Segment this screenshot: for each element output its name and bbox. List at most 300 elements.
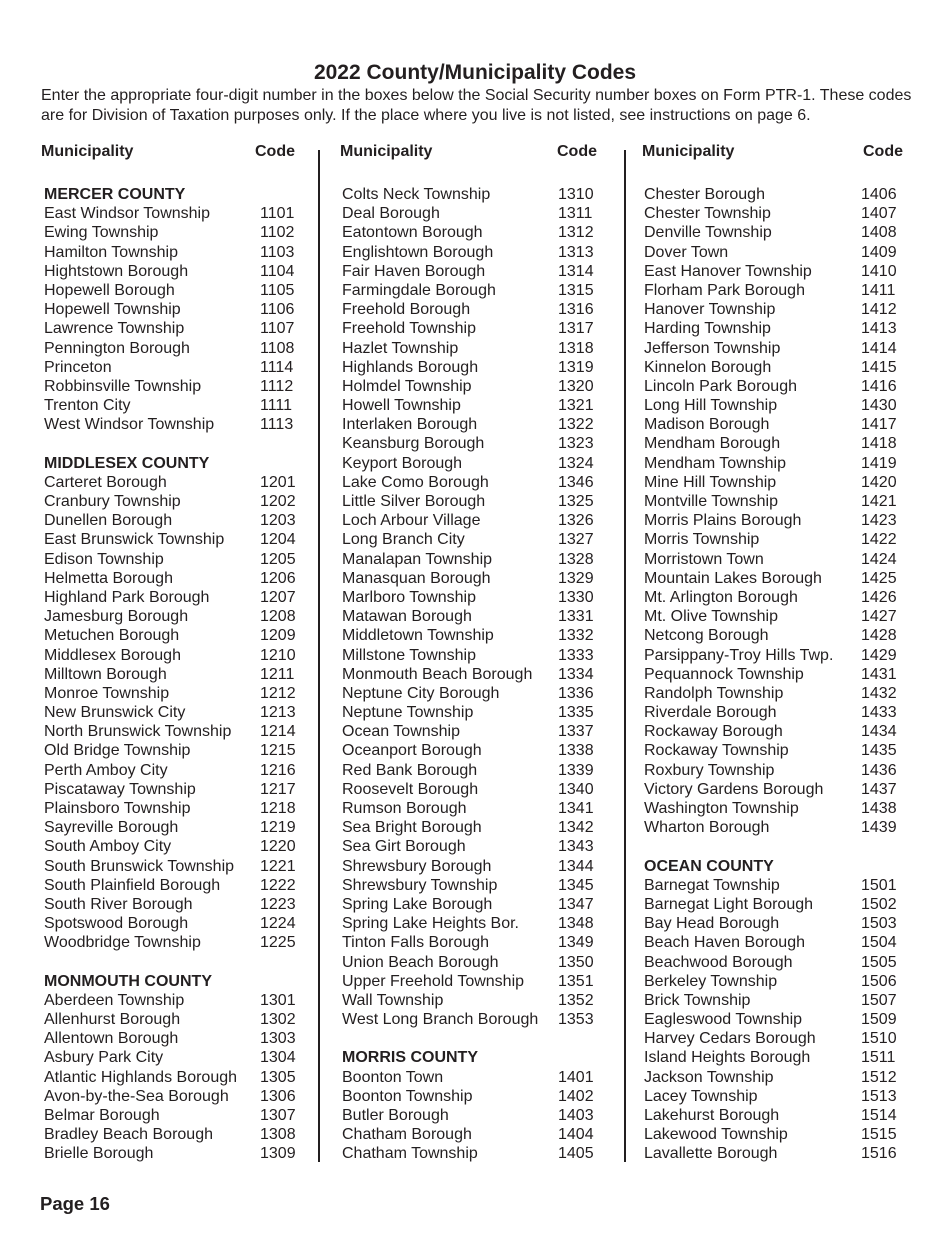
municipality-name: Mendham Township	[644, 454, 787, 472]
municipality-code: 1332	[558, 627, 594, 645]
municipality-row	[340, 204, 603, 223]
municipality-code: 1321	[558, 397, 594, 415]
municipality-code: 1314	[558, 262, 594, 280]
municipality-name: Lavallette Borough	[644, 1145, 778, 1163]
municipality-row	[340, 953, 603, 972]
municipality-name: Highland Park Borough	[44, 588, 210, 606]
municipality-code: 1424	[861, 550, 897, 568]
municipality-name: Howell Township	[342, 397, 461, 415]
municipality-name: Morris Township	[644, 531, 760, 549]
municipality-row	[41, 703, 303, 722]
municipality-row	[340, 626, 603, 645]
municipality-name: Manalapan Township	[342, 550, 493, 568]
municipality-row	[642, 972, 912, 991]
municipality-row	[41, 607, 303, 626]
municipality-code: 1218	[260, 800, 296, 817]
municipality-row	[41, 1106, 303, 1125]
municipality-code: 1301	[260, 991, 296, 1009]
municipality-name: Hamilton Township	[44, 243, 178, 261]
municipality-row	[642, 185, 912, 204]
municipality-name: South River Borough	[44, 895, 193, 913]
municipality-name: Hanover Township	[644, 301, 776, 319]
municipality-code: 1107	[260, 320, 295, 338]
municipality-row	[642, 741, 912, 760]
municipality-code: 1206	[260, 569, 296, 587]
spacer-row	[41, 434, 303, 453]
municipality-row	[41, 473, 303, 492]
spacer-row	[340, 1029, 603, 1048]
municipality-code: 1347	[558, 895, 594, 913]
municipality-row	[340, 262, 603, 281]
municipality-code: 1405	[558, 1145, 594, 1163]
municipality-code: 1330	[558, 588, 594, 606]
municipality-row	[340, 684, 603, 703]
municipality-row	[41, 1029, 303, 1048]
municipality-code: 1433	[861, 704, 897, 722]
municipality-name: Eagleswood Township	[644, 1011, 803, 1029]
municipality-code: 1101	[260, 205, 295, 223]
municipality-row	[642, 914, 912, 933]
county-name: MORRIS COUNTY	[342, 1049, 478, 1067]
municipality-code: 1402	[558, 1087, 594, 1105]
municipality-name: Dunellen Borough	[44, 512, 173, 530]
municipality-code: 1102	[260, 224, 295, 242]
municipality-code: 1352	[558, 991, 594, 1009]
municipality-name: Englishtown Borough	[342, 243, 494, 261]
municipality-code: 1337	[558, 723, 594, 741]
municipality-name: Edison Township	[44, 550, 164, 568]
municipality-row	[642, 1144, 912, 1163]
municipality-name: Dover Town	[644, 243, 729, 261]
municipality-code: 1416	[861, 377, 897, 395]
municipality-name: Denville Township	[644, 224, 772, 242]
municipality-name: Brielle Borough	[44, 1145, 154, 1163]
municipality-code: 1407	[861, 205, 897, 223]
municipality-row	[642, 358, 912, 377]
municipality-row	[340, 588, 603, 607]
municipality-row	[340, 243, 603, 262]
municipality-code: 1305	[260, 1068, 296, 1086]
municipality-code: 1437	[861, 780, 897, 798]
municipality-row	[340, 780, 603, 799]
municipality-name: Bay Head Borough	[644, 915, 780, 933]
municipality-name: Loch Arbour Village	[342, 512, 481, 530]
municipality-code: 1512	[861, 1068, 897, 1086]
municipality-row	[41, 895, 303, 914]
municipality-row	[340, 473, 603, 492]
municipality-code: 1104	[260, 262, 295, 280]
municipality-code: 1346	[558, 473, 594, 491]
municipality-name: Freehold Township	[342, 320, 477, 338]
municipality-code: 1344	[558, 857, 594, 875]
municipality-name: Middletown Township	[342, 627, 494, 645]
municipality-name: Randolph Township	[644, 684, 784, 702]
municipality-row	[340, 454, 603, 473]
municipality-row	[41, 550, 303, 569]
municipality-row	[642, 415, 912, 434]
municipality-code: 1501	[861, 876, 897, 894]
municipality-code: 1317	[558, 320, 594, 338]
municipality-row	[642, 818, 912, 837]
municipality-column-3	[642, 142, 912, 1164]
municipality-name: Chester Township	[644, 205, 771, 223]
municipality-code: 1428	[861, 627, 897, 645]
municipality-row	[642, 626, 912, 645]
municipality-name: Lakehurst Borough	[644, 1107, 780, 1124]
county-heading	[41, 185, 303, 204]
municipality-code: 1220	[260, 838, 296, 856]
municipality-code: 1426	[861, 588, 897, 606]
municipality-code: 1209	[260, 627, 296, 645]
municipality-row	[41, 646, 303, 665]
municipality-row	[642, 1048, 912, 1067]
municipality-name: Old Bridge Township	[44, 742, 191, 760]
municipality-row	[340, 434, 603, 453]
municipality-name: Rumson Borough	[342, 800, 467, 817]
municipality-code: 1221	[260, 857, 296, 875]
page-number: Page 16	[40, 1193, 110, 1214]
municipality-header: Municipality	[642, 143, 735, 160]
municipality-code: 1351	[558, 972, 594, 990]
municipality-code: 1439	[861, 819, 897, 837]
municipality-name: Jamesburg Borough	[44, 608, 189, 626]
municipality-row	[41, 837, 303, 856]
municipality-name: Jackson Township	[644, 1068, 774, 1086]
municipality-row	[41, 1048, 303, 1067]
municipality-row	[340, 281, 603, 300]
county-name: OCEAN COUNTY	[644, 857, 774, 875]
municipality-row	[642, 761, 912, 780]
municipality-name: Piscataway Township	[44, 780, 196, 798]
municipality-name: Mountain Lakes Borough	[644, 569, 822, 587]
municipality-code: 1435	[861, 742, 897, 760]
municipality-name: Butler Borough	[342, 1107, 449, 1124]
municipality-row	[41, 358, 303, 377]
municipality-code: 1303	[260, 1030, 296, 1048]
municipality-name: Avon-by-the-Sea Borough	[44, 1087, 229, 1105]
municipality-code: 1429	[861, 646, 897, 664]
municipality-row	[642, 1106, 912, 1125]
municipality-name: Hopewell Borough	[44, 281, 175, 299]
municipality-name: Chatham Township	[342, 1145, 478, 1163]
municipality-code: 1223	[260, 895, 296, 913]
municipality-code: 1315	[558, 281, 594, 299]
municipality-row	[41, 722, 303, 741]
municipality-row	[642, 530, 912, 549]
municipality-code: 1335	[558, 704, 594, 722]
municipality-name: Holmdel Township	[342, 377, 472, 395]
municipality-row	[41, 243, 303, 262]
municipality-row	[642, 339, 912, 358]
municipality-code: 1503	[861, 915, 897, 933]
municipality-name: Trenton City	[44, 397, 131, 415]
municipality-code: 1105	[260, 281, 295, 299]
municipality-name: Keyport Borough	[342, 454, 463, 472]
municipality-row	[41, 876, 303, 895]
municipality-row	[642, 377, 912, 396]
municipality-name: Mendham Borough	[644, 435, 781, 453]
municipality-code: 1502	[861, 895, 897, 913]
municipality-row	[340, 377, 603, 396]
municipality-name: Union Beach Borough	[342, 953, 499, 971]
municipality-name: Rockaway Township	[644, 742, 789, 760]
municipality-row	[340, 396, 603, 415]
municipality-row	[340, 972, 603, 991]
municipality-name: Lincoln Park Borough	[644, 377, 797, 395]
municipality-name: Lakewood Township	[644, 1126, 788, 1144]
municipality-name: Roosevelt Borough	[342, 780, 479, 798]
municipality-row	[41, 933, 303, 952]
municipality-name: Colts Neck Township	[342, 186, 491, 203]
municipality-row	[340, 703, 603, 722]
municipality-name: Pennington Borough	[44, 339, 190, 357]
municipality-row	[41, 1068, 303, 1087]
municipality-name: Aberdeen Township	[44, 991, 185, 1009]
municipality-code: 1339	[558, 761, 594, 779]
municipality-row	[340, 799, 603, 818]
municipality-code: 1307	[260, 1107, 296, 1124]
municipality-name: Jefferson Township	[644, 339, 781, 357]
municipality-row	[41, 569, 303, 588]
municipality-code: 1111	[260, 397, 293, 415]
municipality-name: Sea Girt Borough	[342, 838, 466, 856]
municipality-name: Ocean Township	[342, 723, 460, 741]
municipality-row	[41, 1087, 303, 1106]
municipality-code: 1333	[558, 646, 594, 664]
county-name: MERCER COUNTY	[44, 186, 186, 203]
municipality-code: 1213	[260, 704, 296, 722]
municipality-code: 1308	[260, 1126, 296, 1144]
municipality-row	[642, 1087, 912, 1106]
column-header	[642, 142, 912, 162]
municipality-name: Bradley Beach Borough	[44, 1126, 213, 1144]
spacer-row	[41, 953, 303, 972]
municipality-code: 1514	[861, 1107, 897, 1124]
municipality-row	[340, 933, 603, 952]
municipality-code: 1309	[260, 1145, 296, 1163]
municipality-code: 1106	[260, 301, 295, 319]
municipality-code: 1343	[558, 838, 594, 856]
municipality-row	[41, 991, 303, 1010]
municipality-row	[41, 799, 303, 818]
municipality-name: Chatham Borough	[342, 1126, 472, 1144]
municipality-row	[41, 818, 303, 837]
county-heading	[41, 454, 303, 473]
municipality-code: 1401	[558, 1068, 594, 1086]
municipality-name: South Brunswick Township	[44, 857, 235, 875]
municipality-name: Helmetta Borough	[44, 569, 173, 587]
municipality-row	[642, 262, 912, 281]
municipality-code: 1204	[260, 531, 296, 549]
municipality-row	[642, 473, 912, 492]
municipality-code: 1207	[260, 588, 296, 606]
municipality-code: 1420	[861, 473, 897, 491]
municipality-code: 1350	[558, 953, 594, 971]
municipality-name: Freehold Borough	[342, 301, 471, 319]
municipality-code: 1422	[861, 531, 897, 549]
code-header: Code	[255, 143, 295, 160]
municipality-row	[41, 1125, 303, 1144]
municipality-code: 1217	[260, 780, 296, 798]
municipality-name: Woodbridge Township	[44, 934, 201, 952]
municipality-name: Sayreville Borough	[44, 819, 179, 837]
municipality-row	[642, 665, 912, 684]
municipality-code: 1323	[558, 435, 594, 453]
municipality-name: Tinton Falls Borough	[342, 934, 490, 952]
municipality-row	[642, 588, 912, 607]
county-heading	[41, 972, 303, 991]
municipality-row	[340, 607, 603, 626]
municipality-name: Atlantic Highlands Borough	[44, 1068, 238, 1086]
municipality-code: 1320	[558, 377, 594, 395]
municipality-name: Highlands Borough	[342, 358, 479, 376]
municipality-code: 1334	[558, 665, 594, 683]
municipality-code: 1327	[558, 531, 594, 549]
municipality-name: Mine Hill Township	[644, 473, 777, 491]
page-title: 2022 County/Municipality Codes	[313, 61, 637, 84]
municipality-row	[642, 1125, 912, 1144]
municipality-name: Carteret Borough	[44, 473, 167, 491]
municipality-name: New Brunswick City	[44, 704, 186, 722]
municipality-name: Montville Township	[644, 493, 778, 510]
municipality-row	[41, 319, 303, 338]
municipality-name: Rockaway Borough	[644, 723, 783, 741]
municipality-code: 1201	[260, 473, 296, 491]
municipality-code: 1338	[558, 742, 594, 760]
municipality-code: 1311	[558, 205, 593, 223]
municipality-row	[41, 339, 303, 358]
municipality-code: 1112	[260, 377, 294, 395]
municipality-code: 1211	[260, 665, 295, 683]
municipality-name: Millstone Township	[342, 646, 476, 664]
municipality-row	[642, 780, 912, 799]
municipality-row	[41, 204, 303, 223]
municipality-code: 1328	[558, 550, 594, 568]
municipality-name: Pequannock Township	[644, 665, 804, 683]
municipality-name: Allenhurst Borough	[44, 1011, 181, 1029]
municipality-code: 1511	[861, 1049, 896, 1067]
municipality-row	[642, 223, 912, 242]
municipality-row	[340, 185, 603, 204]
municipality-row	[642, 511, 912, 530]
municipality-row	[41, 1144, 303, 1163]
municipality-name: Allentown Borough	[44, 1030, 179, 1048]
municipality-name: Washington Township	[644, 800, 799, 817]
municipality-name: East Hanover Township	[644, 262, 812, 280]
municipality-name: Robbinsville Township	[44, 377, 202, 395]
municipality-row	[41, 281, 303, 300]
municipality-row	[41, 1010, 303, 1029]
municipality-row	[642, 895, 912, 914]
municipality-name: Hopewell Township	[44, 301, 181, 319]
municipality-row	[340, 741, 603, 760]
municipality-name: Eatontown Borough	[342, 224, 483, 242]
municipality-row	[41, 223, 303, 242]
municipality-code: 1418	[861, 435, 897, 453]
municipality-code: 1432	[861, 684, 897, 702]
municipality-code: 1430	[861, 397, 897, 415]
municipality-name: Cranbury Township	[44, 493, 181, 510]
municipality-code: 1319	[558, 358, 594, 376]
code-header: Code	[557, 143, 597, 160]
municipality-name: Monroe Township	[44, 684, 170, 702]
municipality-name: Plainsboro Township	[44, 800, 191, 817]
municipality-code: 1222	[260, 876, 296, 894]
municipality-code: 1310	[558, 186, 594, 203]
municipality-code: 1406	[861, 186, 897, 203]
municipality-code: 1302	[260, 1011, 296, 1029]
municipality-row	[41, 511, 303, 530]
municipality-row	[340, 837, 603, 856]
municipality-row	[41, 262, 303, 281]
municipality-row	[340, 722, 603, 741]
municipality-code: 1340	[558, 780, 594, 798]
municipality-code: 1324	[558, 454, 594, 472]
municipality-name: Interlaken Borough	[342, 416, 478, 434]
municipality-name: Berkeley Township	[644, 972, 778, 990]
municipality-code: 1342	[558, 819, 594, 837]
municipality-name: Mt. Olive Township	[644, 608, 778, 626]
municipality-row	[642, 646, 912, 665]
municipality-row	[340, 511, 603, 530]
municipality-name: Beachwood Borough	[644, 953, 793, 971]
municipality-name: Matawan Borough	[342, 608, 472, 626]
municipality-name: Neptune City Borough	[342, 684, 500, 702]
municipality-name: Harding Township	[644, 320, 771, 338]
municipality-column-2	[340, 142, 603, 1164]
municipality-name: Madison Borough	[644, 416, 770, 434]
municipality-code: 1224	[260, 915, 296, 933]
municipality-name: Wharton Borough	[644, 819, 770, 837]
municipality-code: 1408	[861, 224, 897, 242]
municipality-name: Shrewsbury Borough	[342, 857, 492, 875]
municipality-row	[41, 626, 303, 645]
municipality-name: Lake Como Borough	[342, 473, 489, 491]
municipality-list	[41, 185, 303, 1164]
municipality-code: 1427	[861, 608, 897, 626]
municipality-name: Spring Lake Heights Bor.	[342, 915, 519, 933]
municipality-name: Asbury Park City	[44, 1049, 164, 1067]
column-divider	[318, 150, 320, 1162]
municipality-row	[642, 319, 912, 338]
municipality-row	[642, 204, 912, 223]
municipality-name: Island Heights Borough	[644, 1049, 811, 1067]
municipality-code: 1313	[558, 243, 594, 261]
municipality-name: West Windsor Township	[44, 416, 215, 434]
municipality-name: Brick Township	[644, 991, 751, 1009]
municipality-row	[340, 1010, 603, 1029]
municipality-code: 1516	[861, 1145, 897, 1163]
municipality-row	[340, 761, 603, 780]
municipality-code: 1219	[260, 819, 296, 837]
municipality-row	[642, 396, 912, 415]
municipality-row	[41, 857, 303, 876]
municipality-code: 1210	[260, 646, 296, 664]
municipality-name: Spotswood Borough	[44, 915, 189, 933]
municipality-code: 1341	[558, 800, 594, 817]
municipality-row	[642, 933, 912, 952]
municipality-code: 1349	[558, 934, 594, 952]
municipality-name: Mt. Arlington Borough	[644, 588, 798, 606]
municipality-code: 1403	[558, 1107, 594, 1124]
municipality-name: Belmar Borough	[44, 1107, 160, 1124]
municipality-header: Municipality	[340, 143, 433, 160]
municipality-row	[642, 953, 912, 972]
municipality-name: Victory Gardens Borough	[644, 780, 824, 798]
municipality-code: 1203	[260, 512, 296, 530]
municipality-name: Manasquan Borough	[342, 569, 491, 587]
municipality-name: Farmingdale Borough	[342, 281, 496, 299]
